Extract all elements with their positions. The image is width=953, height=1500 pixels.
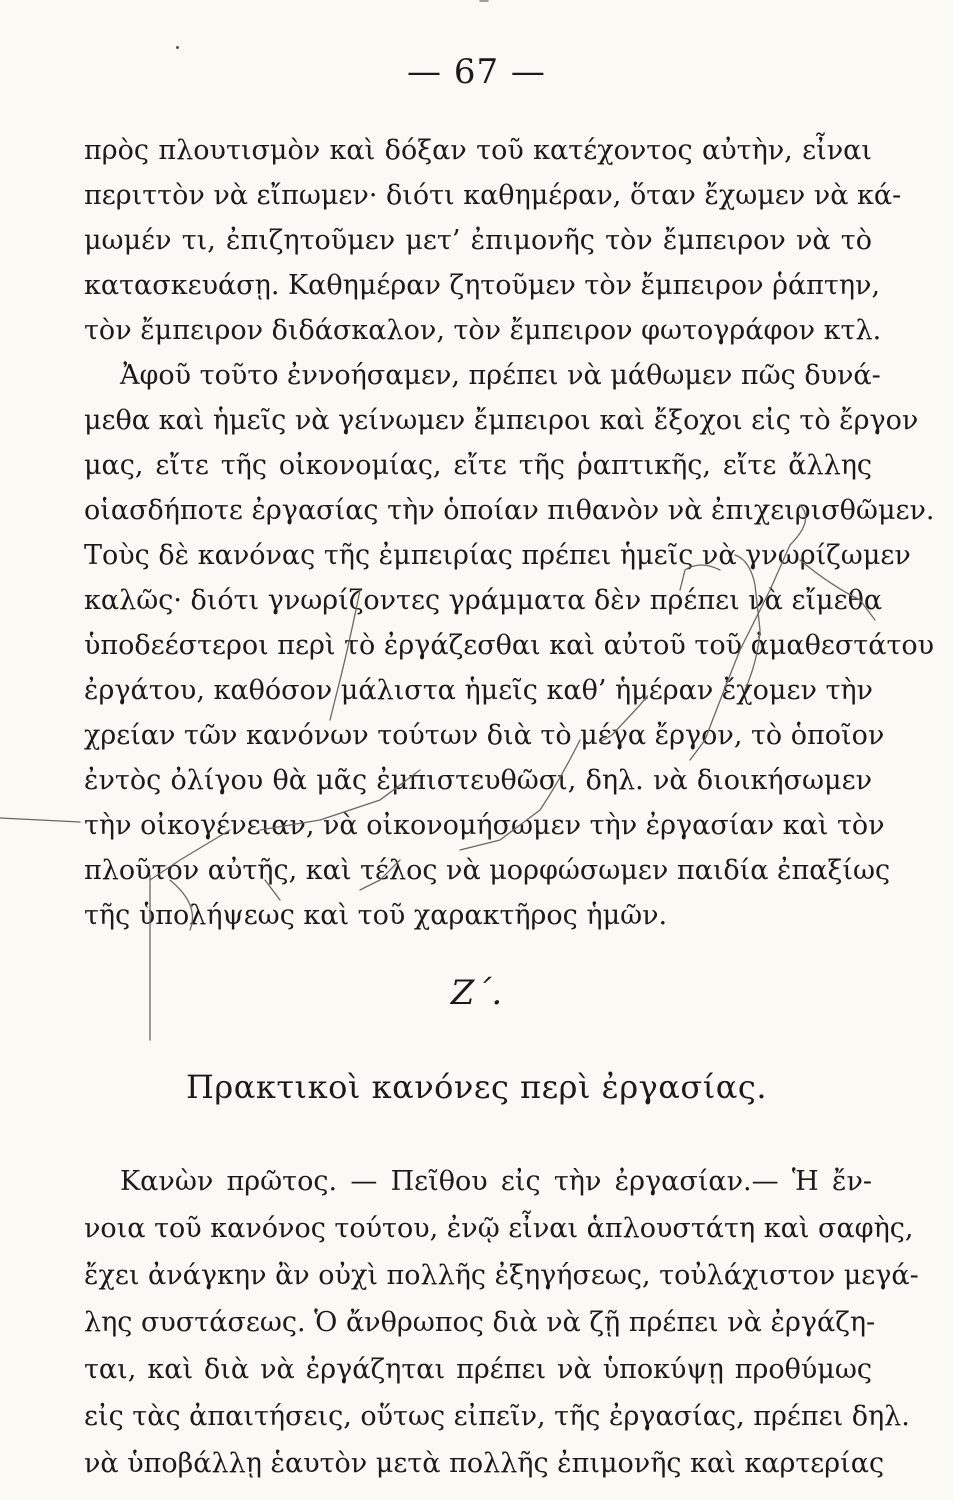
page-number: — 67 — xyxy=(407,52,546,92)
ink-speck xyxy=(176,46,179,49)
text-line: οἱασδήποτε ἐργασίας τὴν ὁποίαν πιθανὸν νὰ ἐπιχειρισθῶμεν. xyxy=(84,495,935,526)
text-line: Τοὺς δὲ κανόνας τῆς ἐμπειρίας πρέπει ἡμεῖς νὰ γνωρίζωμεν xyxy=(84,540,911,571)
section-number: Ζ΄. xyxy=(450,973,503,1013)
text-line: ἐργάτου, καθόσον μάλιστα ἡμεῖς καθ’ ἡμέραν ἔχομεν τὴν xyxy=(84,675,873,706)
text-line: τὴν οἰκογένειαν, νὰ οἰκονομήσωμεν τὴν ἐργασίαν καὶ τὸν xyxy=(84,810,885,841)
text-line: μεθα καὶ ἡμεῖς νὰ γείνωμεν ἔμπειροι καὶ ἔξοχοι εἰς τὸ ἔργον xyxy=(84,405,919,436)
text-line: μας, εἴτε τῆς οἰκονομίας, εἴτε τῆς ῥαπτικῆς, εἴτε ἄλλης xyxy=(84,450,872,481)
text-line: μωμέν τι, ἐπιζητοῦμεν μετ’ ἐπιμονῆς τὸν ἔμπειρον νὰ τὸ xyxy=(84,225,872,256)
text-line: εἰς τὰς ἀπαιτήσεις, οὕτως εἰπεῖν, τῆς ἐργασίας, πρέπει δηλ. xyxy=(84,1401,910,1432)
text-line: καλῶς· διότι γνωρίζοντες γράμματα δὲν πρέπει νὰ εἴμεθα xyxy=(84,585,883,616)
text-line: περιττὸν νὰ εἴπωμεν· διότι καθημέραν, ὅταν ἔχωμεν νὰ κά- xyxy=(84,180,902,211)
text-line: ἐντὸς ὀλίγου θὰ μᾶς ἐμπιστευθῶσι, δηλ. νὰ διοικήσωμεν xyxy=(84,765,872,796)
text-line: ται, καὶ διὰ νὰ ἐργάζηται πρέπει νὰ ὑποκύψῃ προθύμως xyxy=(84,1354,872,1385)
text-line: λης συστάσεως. Ὁ ἄνθρωπος διὰ νὰ ζῇ πρέπει νὰ ἐργάζη- xyxy=(84,1307,876,1338)
text-line: ἔχει ἀνάγκην ἂν οὐχὶ πολλῆς ἐξηγήσεως, τοὐλάχιστον μεγά- xyxy=(84,1260,919,1291)
text-line: πλοῦτον αὐτῆς, καὶ τέλος νὰ μορφώσωμεν παιδία ἐπαξίως xyxy=(84,855,891,886)
text-line: χρείαν τῶν κανόνων τούτων διὰ τὸ μέγα ἔργον, τὸ ὁποῖον xyxy=(84,720,885,751)
text-line: ὑποδεέστεροι περὶ τὸ ἐργάζεσθαι καὶ αὐτοῦ τοῦ ἀμαθεστάτου xyxy=(84,630,935,661)
text-line: τῆς ὑπολήψεως καὶ τοῦ χαρακτῆρος ἡμῶν. xyxy=(84,900,668,931)
section-title: Πρακτικοὶ κανόνες περὶ ἐργασίας. xyxy=(186,1068,767,1106)
text-line: πρὸς πλουτισμὸν καὶ δόξαν τοῦ κατέχοντος αὐτὴν, εἶναι xyxy=(84,135,872,166)
text-line: Ἀφοῦ τοῦτο ἐννοήσαμεν, πρέπει νὰ μάθωμεν πῶς δυνά- xyxy=(120,360,881,391)
text-line: κατασκευάσῃ. Καθημέραν ζητοῦμεν τὸν ἔμπειρον ῥάπτην, xyxy=(84,270,881,301)
text-line: νὰ ὑποβάλλῃ ἑαυτὸν μετὰ πολλῆς ἐπιμονῆς καὶ καρτερίας xyxy=(84,1448,885,1479)
text-line: νοια τοῦ κανόνος τούτου, ἐνῷ εἶναι ἁπλουστάτη καὶ σαφὴς, xyxy=(84,1213,914,1244)
text-line: τὸν ἔμπειρον διδάσκαλον, τὸν ἔμπειρον φωτογράφον κτλ. xyxy=(84,315,882,346)
text-line: Κανὼν πρῶτος. — Πεῖθου εἰς τὴν ἐργασίαν.— Ἡ ἔν- xyxy=(120,1166,872,1197)
